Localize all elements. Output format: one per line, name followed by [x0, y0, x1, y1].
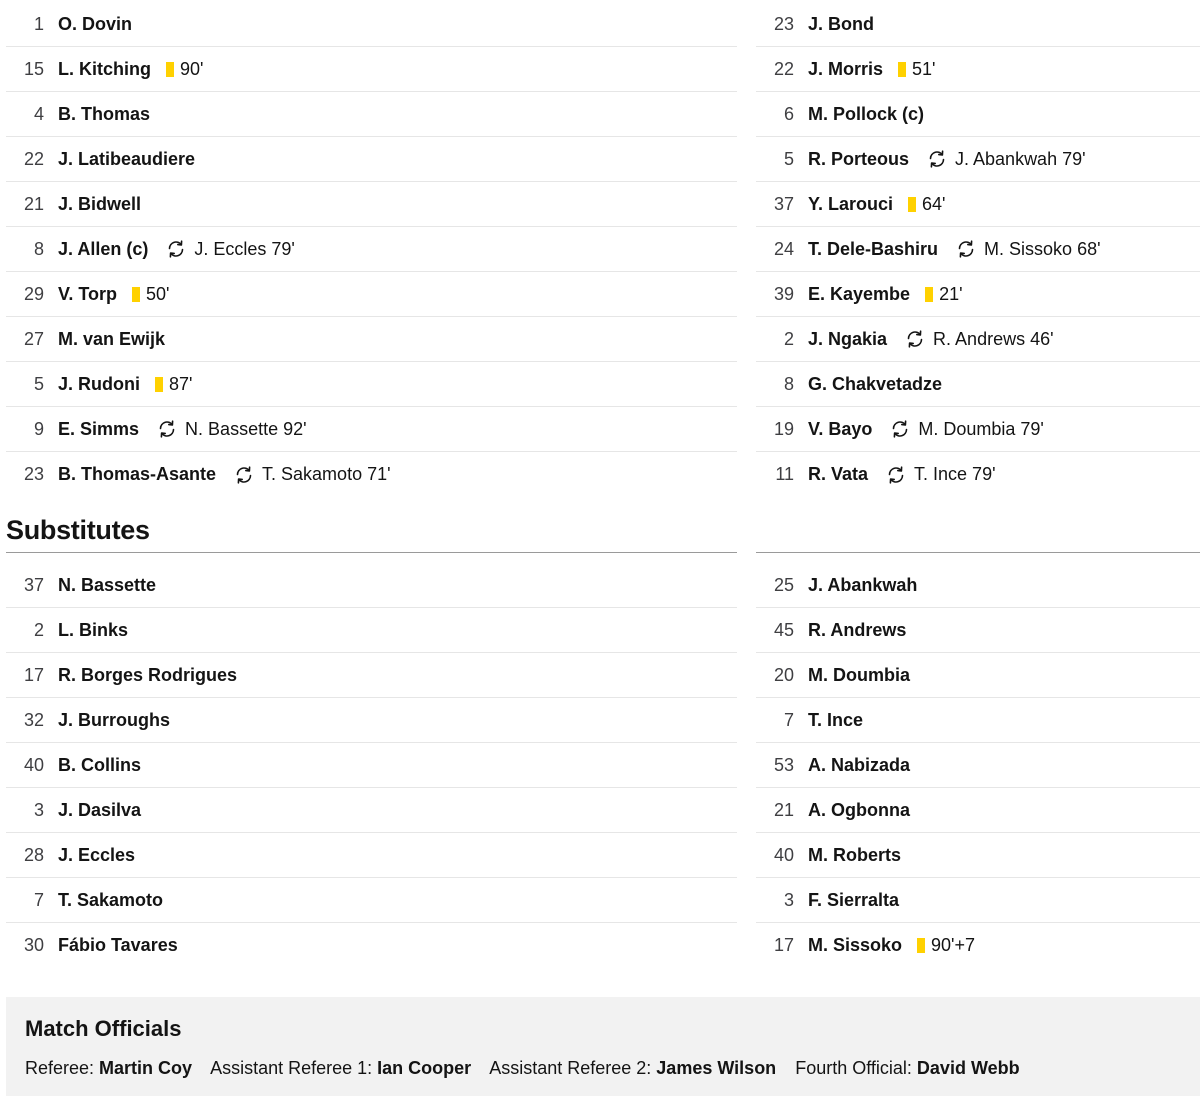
player-number: 2	[783, 328, 794, 349]
player-row	[6, 137, 737, 182]
player-name[interactable]: M. van Ewijk	[58, 328, 166, 349]
player-name[interactable]: J. Ngakia	[808, 328, 888, 349]
official-name: Martin Coy	[99, 1058, 193, 1078]
player-row	[6, 653, 737, 698]
substitution-icon	[905, 329, 925, 349]
match-officials-title: Match Officials	[25, 1016, 182, 1041]
player-number: 5	[783, 148, 794, 169]
player-name[interactable]: J. Rudoni	[58, 373, 140, 394]
player-number: 37	[23, 574, 44, 595]
player-number: 7	[33, 889, 44, 910]
away-subs-list	[756, 563, 1200, 968]
substitution-text: M. Doumbia 79'	[918, 418, 1044, 439]
substitution-icon	[166, 239, 186, 259]
player-number: 17	[23, 664, 44, 685]
player-name[interactable]: N. Bassette	[58, 574, 157, 595]
player-number: 2	[33, 619, 44, 640]
player-name[interactable]: J. Bidwell	[58, 193, 142, 214]
player-number: 3	[33, 799, 44, 820]
substitution-text: T. Ince 79'	[914, 464, 996, 484]
player-name[interactable]: J. Dasilva	[58, 799, 142, 820]
player-name[interactable]: G. Chakvetadze	[808, 373, 943, 394]
player-name[interactable]: T. Sakamoto	[58, 889, 164, 910]
player-row	[756, 92, 1200, 137]
official-name: Ian Cooper	[377, 1058, 472, 1078]
player-number: 11	[775, 464, 794, 484]
player-row	[756, 272, 1200, 317]
card-minute: 21'	[939, 283, 963, 304]
official-fourth	[795, 1058, 1019, 1078]
substitution-text: N. Bassette 92'	[185, 418, 307, 439]
player-number: 22	[23, 148, 44, 169]
yellow-card-icon	[132, 287, 140, 302]
official-role: Assistant Referee 2:	[489, 1058, 657, 1078]
official-assistant-2	[489, 1058, 776, 1078]
player-row	[756, 878, 1200, 923]
player-name[interactable]: J. Allen (c)	[58, 238, 149, 259]
player-name[interactable]: B. Collins	[58, 754, 142, 775]
player-row	[6, 923, 737, 968]
player-name[interactable]: R. Andrews	[808, 619, 907, 640]
player-name[interactable]: R. Vata	[808, 464, 869, 484]
player-name[interactable]: J. Latibeaudiere	[58, 148, 196, 169]
player-name[interactable]: L. Binks	[58, 619, 129, 640]
player-name[interactable]: R. Borges Rodrigues	[58, 664, 238, 685]
player-number: 32	[23, 709, 44, 730]
player-row	[756, 452, 1200, 497]
player-name[interactable]: J. Eccles	[58, 844, 136, 865]
player-row	[756, 2, 1200, 47]
player-row	[6, 563, 737, 608]
player-name[interactable]: Y. Larouci	[808, 193, 894, 214]
player-name[interactable]: B. Thomas-Asante	[58, 464, 217, 484]
player-name[interactable]: B. Thomas	[58, 103, 151, 124]
yellow-card-icon	[898, 62, 906, 77]
player-row	[6, 698, 737, 743]
player-row	[756, 362, 1200, 407]
player-row	[756, 923, 1200, 968]
yellow-card-icon	[925, 287, 933, 302]
substitutes-divider-left	[6, 552, 737, 553]
player-row	[756, 608, 1200, 653]
official-assistant-1	[210, 1058, 471, 1078]
substitution-text: T. Sakamoto 71'	[262, 464, 391, 484]
player-number: 21	[23, 193, 44, 214]
player-row	[6, 317, 737, 362]
player-row	[756, 788, 1200, 833]
officials-line	[25, 1058, 1200, 1079]
player-row	[6, 362, 737, 407]
player-name[interactable]: A. Nabizada	[808, 754, 911, 775]
player-row	[756, 47, 1200, 92]
player-number: 39	[773, 283, 794, 304]
player-name[interactable]: V. Torp	[58, 283, 118, 304]
player-row	[6, 833, 737, 878]
player-number: 23	[773, 13, 794, 34]
player-number: 15	[23, 58, 44, 79]
player-number: 6	[783, 103, 794, 124]
card-minute: 90'+7	[931, 935, 976, 955]
player-name[interactable]: M. Doumbia	[808, 664, 910, 685]
player-name[interactable]: E. Simms	[58, 418, 140, 439]
player-name[interactable]: O. Dovin	[58, 13, 133, 34]
player-row	[6, 743, 737, 788]
official-referee	[25, 1058, 192, 1078]
player-number: 19	[773, 418, 794, 439]
player-name[interactable]: T. Ince	[808, 709, 864, 730]
player-name[interactable]: J. Burroughs	[58, 709, 171, 730]
official-name: James Wilson	[656, 1058, 777, 1078]
substitution-text: M. Sissoko 68'	[984, 238, 1101, 259]
player-number: 7	[783, 709, 794, 730]
player-number: 29	[23, 283, 44, 304]
player-number: 20	[773, 664, 794, 685]
substitutes-divider-right	[756, 552, 1200, 553]
substitution-icon	[234, 465, 254, 485]
player-row	[6, 608, 737, 653]
yellow-card-icon	[908, 197, 916, 212]
card-minute: 64'	[922, 193, 946, 214]
player-row	[6, 788, 737, 833]
player-number: 23	[23, 464, 44, 484]
player-name[interactable]: J. Abankwah	[808, 574, 918, 595]
player-name[interactable]: E. Kayembe	[808, 283, 911, 304]
card-minute: 51'	[912, 58, 936, 79]
official-role: Assistant Referee 1:	[210, 1058, 378, 1078]
player-number: 4	[33, 103, 44, 124]
yellow-card-icon	[917, 938, 925, 953]
substitution-icon	[157, 419, 177, 439]
card-minute: 50'	[146, 283, 170, 304]
player-row	[756, 317, 1200, 362]
substitution-text: R. Andrews 46'	[933, 328, 1054, 349]
player-number: 5	[33, 373, 44, 394]
player-number: 17	[773, 935, 794, 955]
home-subs-list	[6, 563, 737, 968]
match-officials-panel	[6, 997, 1200, 1096]
player-number: 1	[33, 13, 44, 34]
substitution-text: J. Eccles 79'	[194, 238, 295, 259]
player-row	[6, 407, 737, 452]
substitution-icon	[927, 149, 947, 169]
substitution-icon	[956, 239, 976, 259]
player-number: 3	[783, 889, 794, 910]
yellow-card-icon	[155, 377, 163, 392]
player-row	[6, 182, 737, 227]
player-name[interactable]: V. Bayo	[808, 418, 873, 439]
player-number: 40	[773, 844, 794, 865]
home-starters-list	[6, 2, 737, 497]
player-number: 24	[773, 238, 794, 259]
player-number: 40	[23, 754, 44, 775]
player-row	[756, 563, 1200, 608]
player-number: 8	[783, 373, 794, 394]
player-row	[756, 833, 1200, 878]
player-name[interactable]: T. Dele-Bashiru	[808, 238, 939, 259]
official-role: Fourth Official:	[795, 1058, 917, 1078]
player-name[interactable]: J. Morris	[808, 58, 884, 79]
substitutes-heading: Substitutes	[6, 515, 150, 545]
player-row	[6, 878, 737, 923]
official-name: David Webb	[916, 1058, 1020, 1078]
player-row	[6, 452, 737, 497]
player-row	[756, 743, 1200, 788]
player-row	[6, 227, 737, 272]
player-name[interactable]: F. Sierralta	[808, 889, 900, 910]
player-name[interactable]: A. Ogbonna	[808, 799, 910, 820]
player-number: 25	[773, 574, 794, 595]
player-name[interactable]: M. Roberts	[808, 844, 902, 865]
official-role: Referee:	[25, 1058, 100, 1078]
player-number: 22	[773, 58, 794, 79]
yellow-card-icon	[166, 62, 174, 77]
player-row	[756, 407, 1200, 452]
player-row	[6, 2, 737, 47]
player-row	[6, 272, 737, 317]
player-name[interactable]: M. Pollock (c)	[808, 103, 925, 124]
player-name[interactable]: R. Porteous	[808, 148, 910, 169]
player-row	[756, 227, 1200, 272]
card-minute: 87'	[169, 373, 193, 394]
player-number: 28	[23, 844, 44, 865]
substitution-text: J. Abankwah 79'	[955, 148, 1086, 169]
card-minute: 90'	[180, 58, 204, 79]
player-row	[756, 182, 1200, 227]
player-number: 27	[23, 328, 44, 349]
player-number: 45	[773, 619, 794, 640]
player-name[interactable]: Fábio Tavares	[58, 935, 178, 955]
player-name[interactable]: L. Kitching	[58, 58, 151, 79]
player-row	[6, 92, 737, 137]
player-number: 30	[23, 935, 44, 955]
player-number: 21	[773, 799, 794, 820]
player-number: 37	[773, 193, 794, 214]
player-row	[756, 653, 1200, 698]
player-row	[756, 698, 1200, 743]
player-number: 8	[33, 238, 44, 259]
player-row	[6, 47, 737, 92]
player-number: 53	[773, 754, 794, 775]
player-number: 9	[33, 418, 44, 439]
away-starters-list	[756, 2, 1200, 497]
player-name[interactable]: M. Sissoko	[808, 935, 903, 955]
substitution-icon	[886, 465, 906, 485]
player-row	[756, 137, 1200, 182]
player-name[interactable]: J. Bond	[808, 13, 874, 34]
substitution-icon	[890, 419, 910, 439]
